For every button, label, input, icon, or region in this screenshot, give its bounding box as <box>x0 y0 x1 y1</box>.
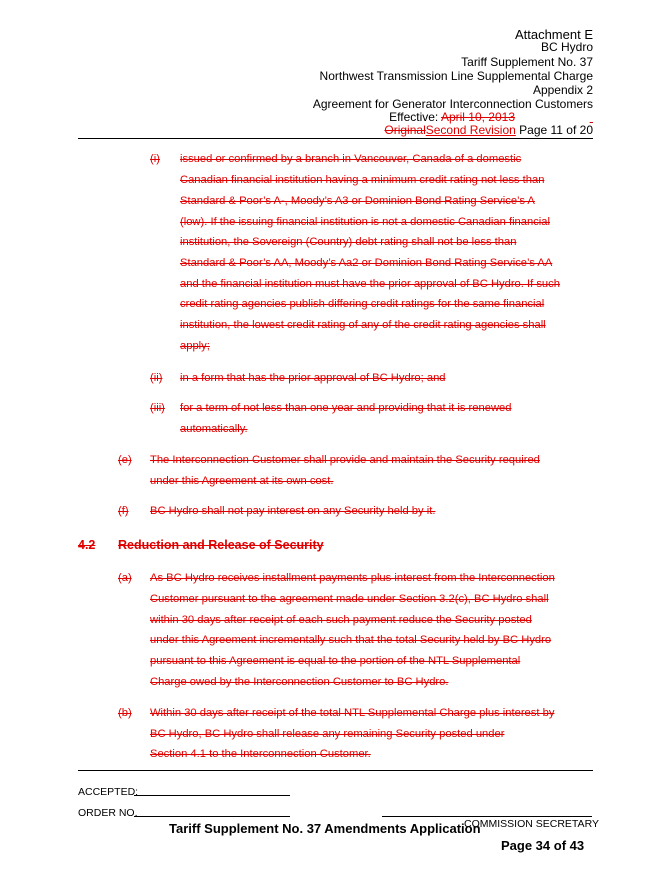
item-a-line: Customer pursuant to the agreement made under Section 3.2(c), BC Hydro shall <box>150 593 549 605</box>
section-number: 4.2 <box>78 538 96 552</box>
amendments-title: Tariff Supplement No. 37 Amendments Application <box>169 821 481 836</box>
item-i-line: Standard & Poor’s AA, Moody’s Aa2 or Dominion Bond Rating Service’s AA <box>180 257 553 269</box>
footer-page-number: Page 34 of 43 <box>501 838 585 853</box>
charge-title: Northwest Transmission Line Supplemental Charge <box>319 69 593 83</box>
item-b-line: BC Hydro, BC Hydro shall release any remaining Security posted under <box>150 728 505 740</box>
item-i-line: Canadian financial institution having a minimum credit rating not less than <box>180 174 545 186</box>
order-no-label: ORDER NO. <box>78 807 138 819</box>
accepted-label: ACCEPTED: <box>78 786 139 798</box>
commission-secretary-label: COMMISSION SECRETARY <box>464 818 599 830</box>
item-a-number: (a) <box>118 572 132 584</box>
revision-deleted: Original <box>384 123 426 137</box>
company-name: BC Hydro <box>540 40 593 54</box>
item-f-text: BC Hydro shall not pay interest on any Security held by it. <box>150 505 436 517</box>
item-i-line: apply; <box>180 340 210 352</box>
item-e-line: The Interconnection Customer shall provide and maintain the Security required <box>150 454 540 466</box>
appendix-label: Appendix 2 <box>532 83 593 97</box>
item-b-line: Section 4.1 to the Interconnection Customer. <box>150 748 371 760</box>
item-f-number: (f) <box>118 505 129 517</box>
item-a-line: Charge owed by the Interconnection Customer to BC Hydro. <box>150 676 449 688</box>
item-b-line: Within 30 days after receipt of the total NTL Supplemental Charge plus interest by <box>150 707 555 719</box>
item-i-line: issued or confirmed by a branch in Vancouver, Canada of a domestic <box>180 153 522 165</box>
item-iii-line: for a term of not less than one year and providing that it is renewed <box>180 402 512 414</box>
effective-label: Effective: <box>389 110 439 124</box>
item-b-number: (b) <box>118 707 132 719</box>
item-i-line: credit rating agencies publish differing credit ratings for the same financial <box>180 298 545 310</box>
item-iii-line: automatically. <box>180 423 248 435</box>
section-heading: Reduction and Release of Security <box>118 538 324 552</box>
item-ii-number: (ii) <box>150 372 163 384</box>
item-i-line: and the financial institution must have the prior approval of BC Hydro. If such <box>180 278 560 290</box>
footer-rule <box>78 770 593 771</box>
revision-line <box>384 123 593 138</box>
commission-signature-line <box>382 816 592 817</box>
item-e-number: (e) <box>118 454 132 466</box>
item-e-line: under this Agreement at its own cost. <box>150 475 334 487</box>
accepted-blank <box>134 795 290 796</box>
agreement-title: Agreement for Generator Interconnection Customers <box>312 97 593 111</box>
item-a-line: As BC Hydro receives installment payments plus interest from the Interconnection <box>150 572 555 584</box>
revision-inserted: Second Revision <box>425 123 516 137</box>
item-i-number: (i) <box>150 153 160 165</box>
item-i-line: institution, the lowest credit rating of any of the credit rating agencies shall <box>180 319 546 331</box>
item-i-line: institution, the Sovereign (Country) debt rating shall not be less than <box>180 236 517 248</box>
item-a-line: within 30 days after receipt of each such payment reduce the Security posted <box>150 614 532 626</box>
item-i-line: Standard & Poor’s A-, Moody’s A3 or Dominion Bond Rating Service’s A <box>180 195 535 207</box>
header-page-number: Page 11 of 20 <box>519 123 593 137</box>
item-iii-number: (iii) <box>150 402 165 414</box>
item-a-line: under this Agreement incrementally such that the total Security held by BC Hydro <box>150 634 552 646</box>
item-i-line: (low). If the issuing financial institution is not a domestic Canadian financial <box>180 216 551 228</box>
item-a-line: pursuant to this Agreement is equal to the portion of the NTL Supplemental <box>150 655 521 667</box>
attachment-label: Attachment E <box>514 27 593 42</box>
effective-date-deleted: April 10, 2013 <box>440 110 515 124</box>
item-ii-text: in a form that has the prior approval of BC Hydro; and <box>180 372 446 384</box>
order-no-blank <box>134 816 290 817</box>
header-rule <box>78 138 593 139</box>
tariff-supplement: Tariff Supplement No. 37 <box>461 55 593 69</box>
